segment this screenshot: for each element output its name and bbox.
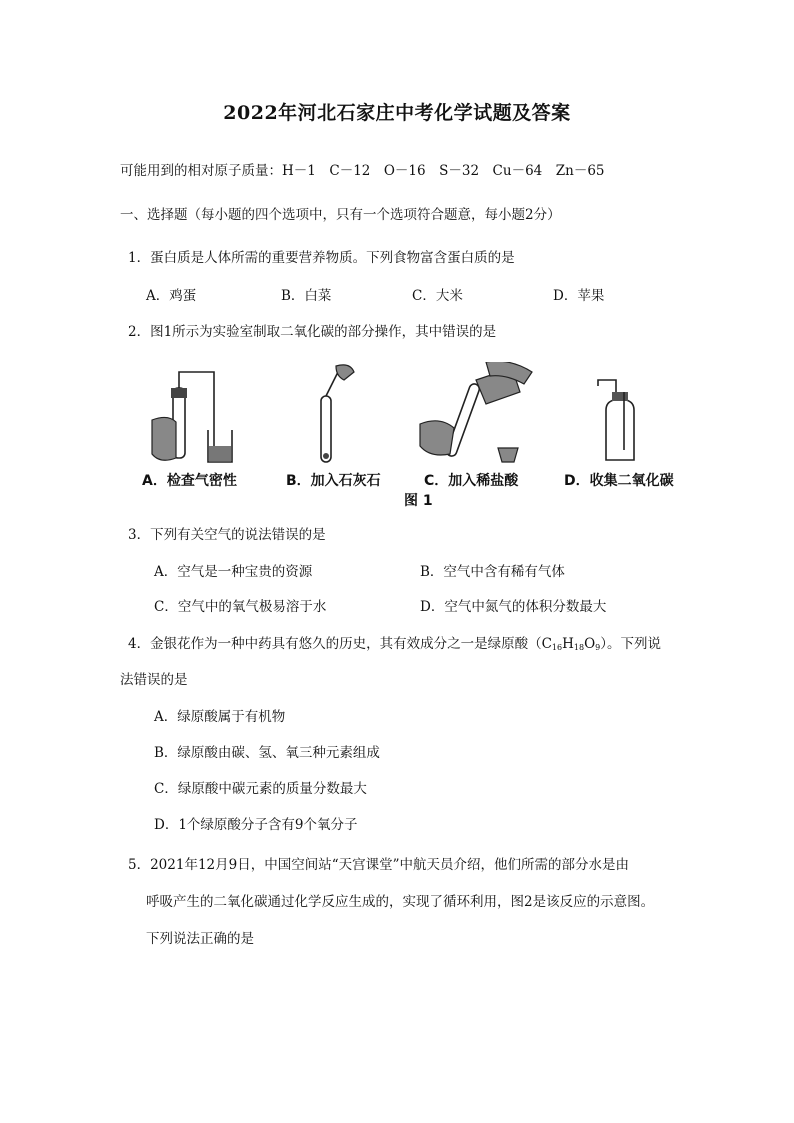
figure-caption-c: C．加入稀盐酸 <box>424 473 519 489</box>
figure-caption-b: B．加入石灰石 <box>286 473 381 489</box>
q2-stem: 2．图1所示为实验室制取二氧化碳的部分操作，其中错误的是 <box>128 324 497 340</box>
apparatus-collect-co2-icon <box>598 380 634 460</box>
q5-line1: 5．2021年12月9日，中国空间站“天宫课堂”中航天员介绍，他们所需的部分水是由 <box>128 857 630 873</box>
figure-caption-a: A．检查气密性 <box>142 473 237 489</box>
formula-sub-o: 9 <box>595 643 601 652</box>
q5-line2: 呼吸产生的二氧化碳通过化学反应生成的，实现了循环利用，图2是该反应的示意图。 <box>146 894 655 910</box>
q1-option-b: B．白菜 <box>281 288 332 304</box>
q4-stem-line2: 法错误的是 <box>120 672 188 688</box>
figure-1 <box>140 362 700 510</box>
q4-stem <box>128 634 661 658</box>
apparatus-airtightness-icon <box>152 372 232 462</box>
section-heading: 一、选择题（每小题的四个选项中，只有一个选项符合题意，每小题2分） <box>120 207 561 223</box>
q4-stem-tail: ）。下列说 <box>600 636 661 652</box>
q3-option-c: C．空气中的氧气极易溶于水 <box>154 599 327 615</box>
formula-h: H <box>562 636 574 652</box>
page-title: 2022年河北石家庄中考化学试题及答案 <box>223 102 571 124</box>
q4-stem-text: 4．金银花作为一种中药具有悠久的历史，其有效成分之一是绿原酸（C <box>128 636 552 652</box>
q4-option-d: D．1个绿原酸分子含有9个氧分子 <box>154 817 358 833</box>
figure-caption-d: D．收集二氧化碳 <box>564 473 674 489</box>
q4-option-c: C．绿原酸中碳元素的质量分数最大 <box>154 781 367 797</box>
formula-sub-h: 18 <box>573 643 585 652</box>
formula-sub-c: 16 <box>551 643 563 652</box>
q4-option-a: A．绿原酸属于有机物 <box>154 709 286 725</box>
q5-line3: 下列说法正确的是 <box>146 931 254 947</box>
formula-o: O <box>584 636 596 652</box>
q1-option-c: C．大米 <box>412 288 463 304</box>
figure-number: 图 1 <box>404 493 433 509</box>
q1-option-a: A．鸡蛋 <box>146 288 197 304</box>
q1-stem: 1．蛋白质是人体所需的重要营养物质。下列食物富含蛋白质的是 <box>128 250 515 266</box>
apparatus-add-acid-icon <box>420 362 532 462</box>
atomic-mass-line: 可能用到的相对原子质量：H－1 C－12 O－16 S－32 Cu－64 Zn－65 <box>120 163 605 179</box>
q3-option-a: A．空气是一种宝贵的资源 <box>154 564 313 580</box>
q1-option-d: D．苹果 <box>553 288 605 304</box>
q4-option-b: B．绿原酸由碳、氢、氧三种元素组成 <box>154 745 380 761</box>
q3-option-d: D．空气中氮气的体积分数最大 <box>420 599 607 615</box>
q3-option-b: B．空气中含有稀有气体 <box>420 564 565 580</box>
q3-stem: 3．下列有关空气的说法错误的是 <box>128 527 326 543</box>
apparatus-add-limestone-icon <box>321 365 354 462</box>
